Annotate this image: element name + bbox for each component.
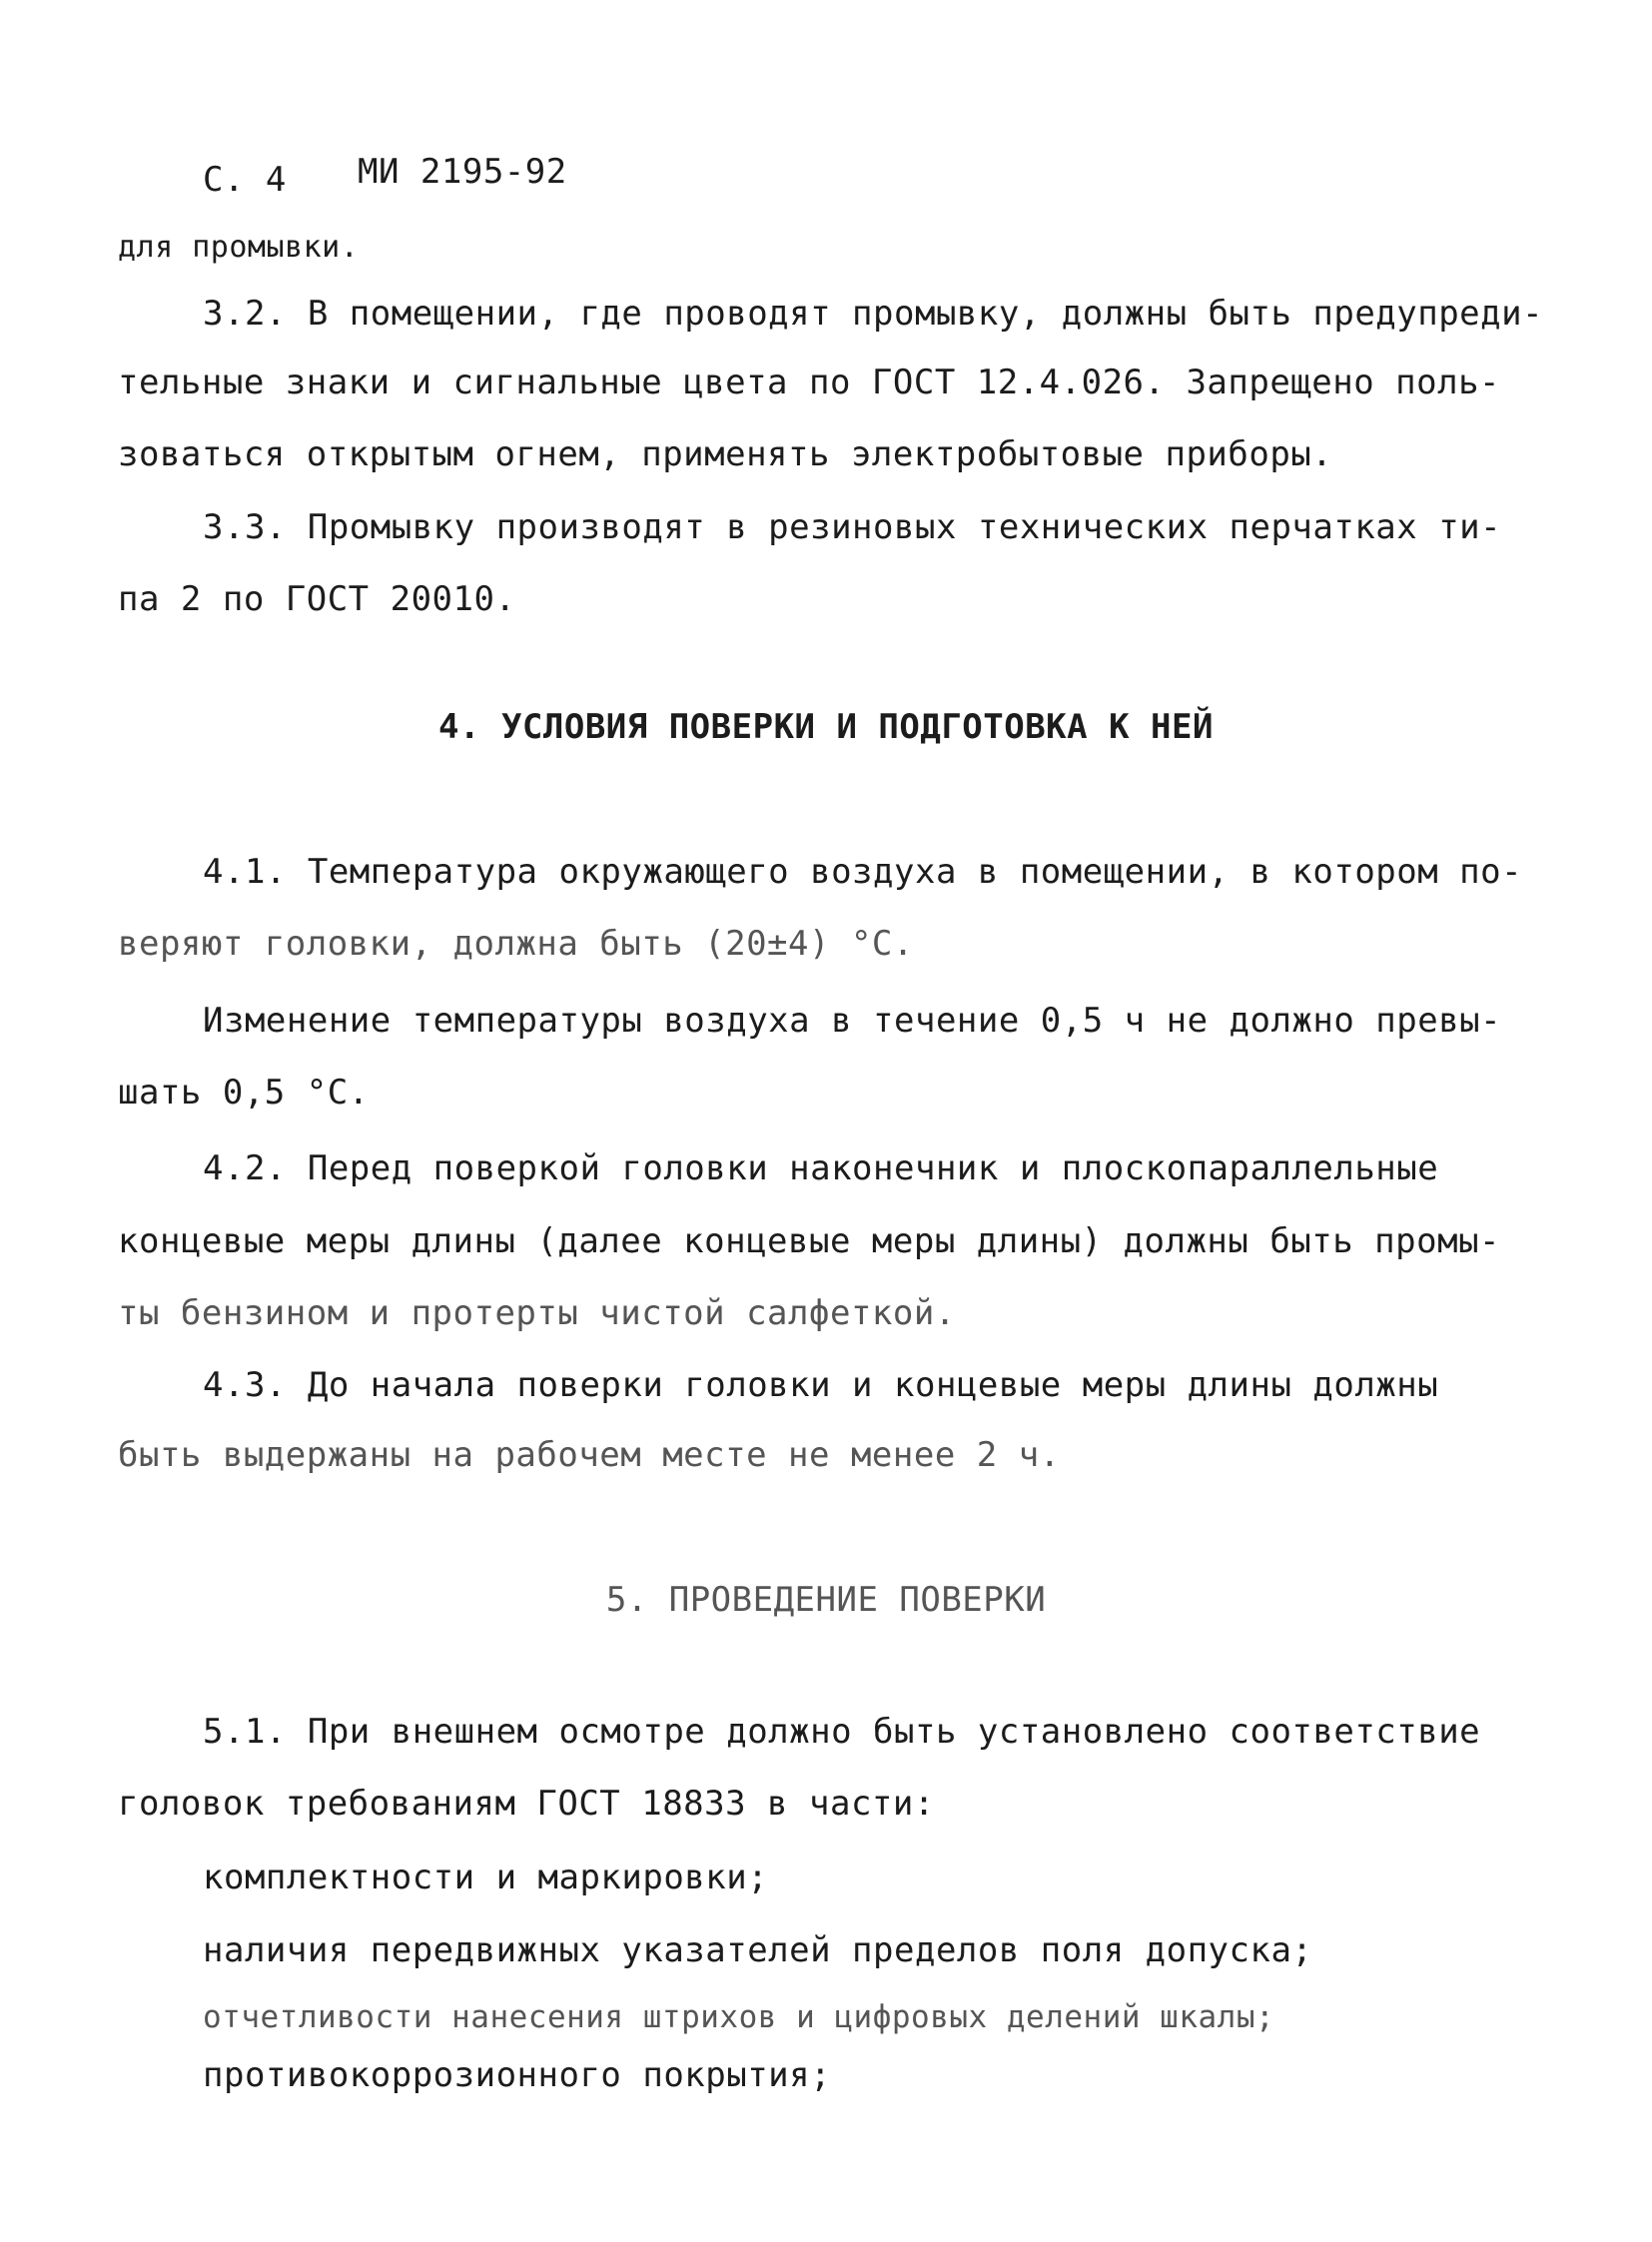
para-3-3-line-1: 3.3. Промывку производят в резиновых технических перчатках ти- <box>203 507 1502 547</box>
page-number: С. 4 <box>203 160 287 200</box>
para-3-2-line-2: тельные знаки и сигнальные цвета по ГОСТ 12.4.026. Запрещено поль- <box>118 363 1501 402</box>
para-5-1-line-1: 5.1. При внешнем осмотре должно быть установлено соответствие <box>203 1712 1481 1752</box>
para-5-1-line-2: головок требованиям ГОСТ 18833 в части: <box>118 1784 935 1824</box>
continuation-line: для промывки. <box>118 230 360 265</box>
list-item-2: наличия передвижных указателей пределов поля допуска; <box>203 1930 1313 1970</box>
para-3-3-line-2: па 2 по ГОСТ 20010. <box>118 579 516 619</box>
para-4-2-line-3: ты бензином и протерты чистой салфеткой. <box>118 1293 956 1333</box>
para-4-2-line-1: 4.2. Перед поверкой головки наконечник и плоскопараллельные <box>203 1148 1439 1188</box>
list-item-4: противокоррозионного покрытия; <box>203 2055 832 2095</box>
section-5-title: 5. ПРОВЕДЕНИЕ ПОВЕРКИ <box>605 1580 1047 1620</box>
para-3-2-line-1: 3.2. В помещении, где проводят промывку, должны быть предупреди- <box>203 294 1544 334</box>
para-4-3-line-1: 4.3. До начала поверки головки и концевые меры длины должны <box>203 1365 1439 1405</box>
para-4-1-line-2: веряют головки, должна быть (20±4) °С. <box>118 924 914 964</box>
section-4-title: 4. УСЛОВИЯ ПОВЕРКИ И ПОДГОТОВКА К НЕЙ <box>438 707 1214 747</box>
document-code: МИ 2195-92 <box>358 152 567 192</box>
para-4-1-line-4: шать 0,5 °С. <box>118 1073 370 1113</box>
para-4-1-line-3: Изменение температуры воздуха в течение 0,5 ч не должно превы- <box>203 1001 1502 1041</box>
para-4-3-line-2: быть выдержаны на рабочем месте не менее 2 ч. <box>118 1435 1061 1475</box>
list-item-3: отчетливости нанесения штрихов и цифровых делений шкалы; <box>203 1999 1275 2035</box>
para-3-2-line-3: зоваться открытым огнем, применять электробытовые приборы. <box>118 434 1333 474</box>
para-4-2-line-2: концевые меры длины (далее концевые меры длины) должны быть промы- <box>118 1221 1501 1261</box>
para-4-1-line-1: 4.1. Температура окружающего воздуха в помещении, в котором по- <box>203 852 1523 892</box>
list-item-1: комплектности и маркировки; <box>203 1858 769 1897</box>
